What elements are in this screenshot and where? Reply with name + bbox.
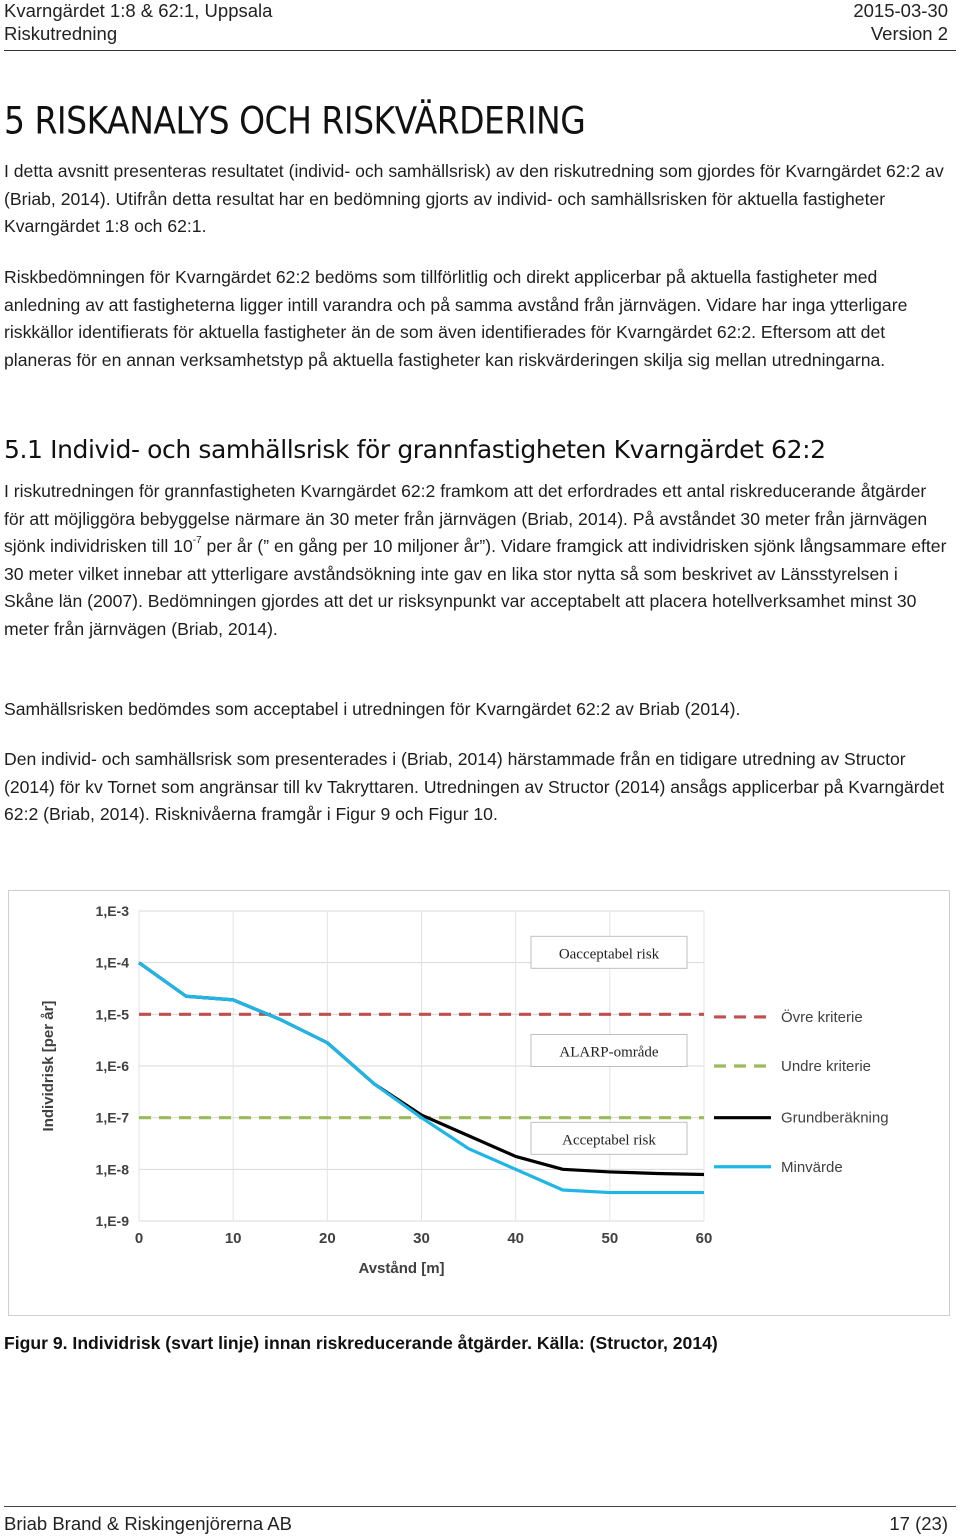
subsection-paragraph-1 [4, 478, 950, 643]
y-tick-label: 1,E-4 [95, 954, 129, 971]
x-tick-label: 10 [224, 1230, 242, 1247]
zone-label: ALARP-område [559, 1044, 659, 1061]
x-axis-label: Avstånd [m] [358, 1260, 445, 1277]
legend-label: Grundberäkning [781, 1109, 889, 1127]
subsection-paragraph-1-text-b: per år (” en gång per 10 miljoner år”). Vidare framgick att individrisken sjönk långsammare efter 30 meter vilket innebar att ytterligare avståndsökning inte gav en lika stor nytta så som beskrivet av Länsstyrelsen i Skåne län (2007). Bedömningen gjordes att det ur risksynpunkt var acceptabelt att placera hotellverksamhet minst 30 meter från järnvägen (Briab, 2014). [4, 536, 947, 639]
subsection-heading: 5.1 Individ- och samhällsrisk för grannfastigheten Kvarngärdet 62:2 [4, 435, 826, 464]
y-tick-label: 1,E-5 [95, 1006, 129, 1023]
figure-caption: Figur 9. Individrisk (svart linje) innan riskreducerande åtgärder. Källa: (Structor, 2014) [4, 1333, 718, 1353]
subsection-paragraph-3: Den individ- och samhällsrisk som presenterades i (Briab, 2014) härstammade från en tidigare utredning av Structor (2014) för kv Tornet som angränsar till kv Takryttaren. Utredningen av Structor (2014) ansågs applicerbar på Kvarngärdet 62:2 (Briab, 2014). Risknivåerna framgår i Figur 9 och Figur 10. [4, 749, 945, 824]
section-heading: 5 RISKANALYS OCH RISKVÄRDERING [4, 99, 586, 143]
header-subtitle: Riskutredning [4, 23, 118, 44]
x-tick-label: 0 [134, 1230, 144, 1247]
y-tick-label: 1,E-9 [95, 1213, 129, 1229]
subsection-paragraph-2: Samhällsrisken bedömdes som acceptabel i utredningen för Kvarngärdet 62:2 av Briab (2014). [4, 699, 741, 719]
zone-label: Acceptabel risk [562, 1132, 656, 1149]
figure-chart [8, 890, 950, 1316]
exponent: -7 [192, 535, 202, 547]
header-version: Version 2 [870, 23, 948, 44]
x-tick-label: 30 [413, 1230, 430, 1247]
header-divider [4, 50, 956, 51]
subsection-paragraph-1-text-a: I riskutredningen för grannfastigheten Kvarngärdet 62:2 framkom att det erfordrades ett antal riskreducerande åtgärder för att möjliggöra bebyggelse närmare än 30 meter från järnvägen (Briab, 2014). På avståndet 30 meter från järnvägen sjönk individrisken till 10 [4, 481, 928, 556]
legend-label: Undre kriterie [781, 1058, 872, 1075]
risk-chart [9, 891, 949, 1315]
legend-label: Minvärde [781, 1158, 843, 1176]
y-axis-label: Individrisk [per år] [40, 1000, 57, 1132]
x-tick-label: 60 [695, 1230, 713, 1247]
header-title: Kvarngärdet 1:8 & 62:1, Uppsala [4, 0, 273, 21]
zone-label: Oacceptabel risk [558, 946, 660, 963]
y-tick-label: 1,E-6 [95, 1058, 129, 1074]
y-tick-label: 1,E-3 [95, 903, 129, 919]
y-tick-label: 1,E-7 [95, 1109, 129, 1126]
x-tick-label: 20 [318, 1230, 336, 1247]
footer-company: Briab Brand & Riskingenjörerna AB [4, 1513, 292, 1534]
x-tick-label: 50 [601, 1230, 619, 1247]
footer-page: 17 (23) [889, 1513, 948, 1534]
section-paragraph-1: I detta avsnitt presenteras resultatet (individ- och samhällsrisk) av den riskutredning som gjordes för Kvarngärdet 62:2 av (Briab, 2014). Utifrån detta resultat har en bedömning gjorts av individ- och samhällsrisken för aktuella fastigheter Kvarngärdet 1:8 och 62:1. [4, 161, 944, 236]
y-tick-label: 1,E-8 [95, 1161, 129, 1178]
footer-divider [4, 1506, 956, 1507]
section-paragraph-2: Riskbedömningen för Kvarngärdet 62:2 bedöms som tillförlitlig och direkt applicerbar på aktuella fastigheter med anledning av att fastigheterna ligger intill varandra och på samma avstånd från järnvägen. Vidare har inga ytterligare riskkällor identifierats för aktuella fastigheter än de som även identifierades för Kvarngärdet 62:2. Eftersom att det planeras för en annan verksamhetstyp på aktuella fastigheter kan riskvärderingen skilja sig mellan utredningarna. [4, 267, 908, 370]
header-date: 2015-03-30 [853, 0, 948, 21]
legend-label: Övre kriterie [781, 1008, 863, 1026]
x-tick-label: 40 [507, 1230, 525, 1247]
